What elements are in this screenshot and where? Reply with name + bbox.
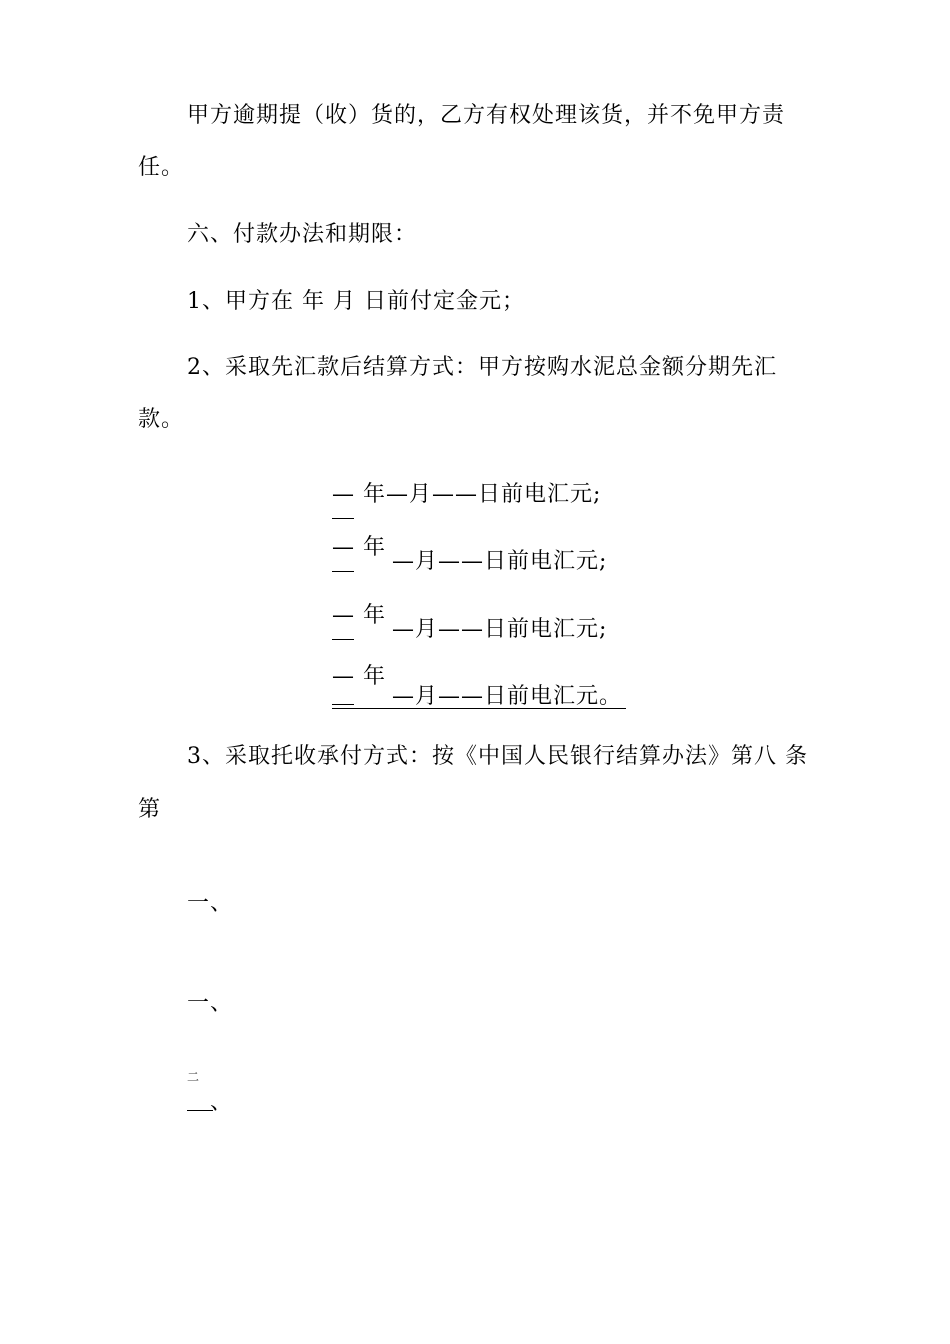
section-heading-payment: 六、付款办法和期限： xyxy=(187,222,418,247)
schedule-dash-1 xyxy=(332,518,354,519)
paragraph-remittance-line2: 款。 xyxy=(138,407,185,432)
paragraph-overdue-line1: 甲方逾期提（收）货的，乙方有权处理该货，并不免甲方责 xyxy=(187,103,786,128)
paragraph-deposit: 1、甲方在 年 月 日前付定金元； xyxy=(187,289,525,314)
schedule-dash-3 xyxy=(332,639,354,640)
list-item-3-mark: 二 xyxy=(187,1070,200,1084)
schedule-row-1: — 年—月——日前电汇元; xyxy=(332,482,602,507)
list-item-2: 一、 xyxy=(187,991,234,1016)
list-item-1: 一、 xyxy=(187,891,234,916)
paragraph-remittance-line1: 2、采取先汇款后结算方式：甲方按购水泥总金额分期先汇 xyxy=(187,355,777,380)
schedule-row-2-rest: —月——日前电汇元; xyxy=(392,549,608,574)
paragraph-overdue-line2: 任。 xyxy=(138,155,185,180)
schedule-row-4-rest: —月——日前电汇元。 xyxy=(392,684,623,709)
schedule-row-4-year: — 年 xyxy=(332,664,386,689)
schedule-row-3-rest: —月——日前电汇元; xyxy=(392,617,608,642)
paragraph-collection-line2: 第 xyxy=(138,797,162,822)
schedule-dash-4 xyxy=(332,704,354,705)
schedule-row-3-year: — 年 xyxy=(332,603,386,628)
schedule-dash-2 xyxy=(332,571,354,572)
schedule-underline xyxy=(332,708,626,709)
schedule-row-2-year: — 年 xyxy=(332,535,386,560)
paragraph-collection-line1: 3、采取托收承付方式：按《中国人民银行结算办法》第八 条 xyxy=(187,744,808,769)
list-item-3: 、 xyxy=(210,1090,234,1115)
